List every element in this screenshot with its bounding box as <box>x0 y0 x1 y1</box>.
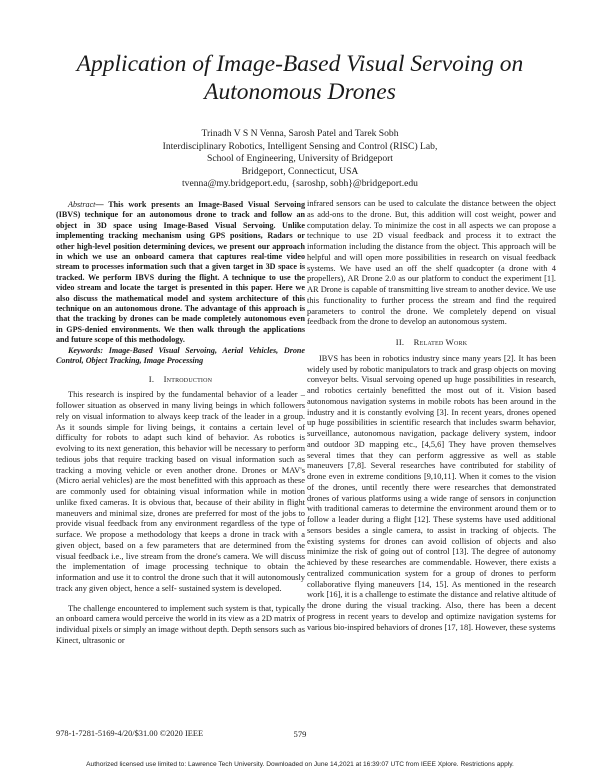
author-emails: tvenna@my.bridgeport.edu, {saroshp, sobh}@bridgeport.edu <box>182 178 418 190</box>
isbn-copyright: 978-1-7281-5169-4/20/$31.00 ©2020 IEEE <box>56 729 204 738</box>
author-block <box>100 128 500 191</box>
affiliation-lab: Interdisciplinary Robotics, Intelligent Sensing and Control (RISC) Lab, <box>162 140 438 152</box>
section-title: Introduction <box>163 373 213 384</box>
intro-paragraph-3: infrared sensors can be used to calculate the distance between the object as add-ons to the drone. But, this addition will cost weight, power and computation delay. To minimize the cost in all aspects we can propose a technique to use 2D visual feedback and process it to extract the information including the distance from the object. This approach will be helpful and will open more possibilities in research on visual feedback systems. We have used an off the shelf quadcopter (a drone with 4 propellers), AR Drone 2.0 as our platform to conduct the experiment [1]. AR Drone is capable of transmitting live stream to another device. We use this functionality to further process the stream and find the required parameters to control the drone. We completely depend on visual feedback from the drone to develop an autonomous system. <box>307 199 556 327</box>
section-number: II. <box>395 337 405 347</box>
keywords: Keywords: Image-Based Visual Servoing, Aerial Vehicles, Drone Control, Object Tracking, Image Processing <box>56 345 305 366</box>
abstract <box>56 200 305 346</box>
section-heading-related-work <box>307 337 556 348</box>
license-notice: Authorized licensed use limited to: Lawrence Tech University. Downloaded on June 14,2021 at 16:39:07 UTC from IEEE Xplore. Restrictions apply. <box>86 761 514 768</box>
paper-title: Application of Image-Based Visual Servoing on Autonomous Drones <box>76 51 524 105</box>
related-work-paragraph: IBVS has been in robotics industry since many years [2]. It has been widely used by robotic manipulators to track and grasp objects on moving conveyor belts. Visual servoing opened up huge possibilities in research, and robotics certainly benefitted the most out of it. Vision based autonomous navigation systems in mobile robots has been around in the industry and it is constantly evolving [3]. In recent years, drones opened up huge possibilities in scientific research that includes swarm behavior, surveillance, autonomous navigation, package delivery system, indoor and outdoor 3D mapping etc., [4,5,6] They have proven themselves several times that they can perform aggressive as well as stable maneuvers [7,8]. Several researches have contributed for stability of drone even in extreme conditions [9,10,11]. When it comes to the vision of the drones, until recently there were researches that demonstrated drones of various platforms using a wide range of sensors in conjunction with traditional cameras to determine the environment around them or to follow a leader during a flight [12]. These systems have used additional sensors besides a single camera, to assist in tracking of objects. The existing systems for drones can avoid collision of objects and also minimize the risk of going out of control [13]. The degree of autonomy achieved by these researches are commendable. However, there exists a centralized communication system for a group of drones to perform collaborative flying maneuvers [14, 15]. As mentioned in the research work [16], it is a challenge to estimate the distance and relative altitude of the drone during the visual tracking. Also, there has been a decent progress in recent years to develop and optimize navigation systems for various bio-inspired behaviors of drones [17, 18]. However, these systems <box>307 353 556 632</box>
section-number: I. <box>148 373 155 384</box>
page-number: 579 <box>293 729 307 739</box>
section-title: Related Work <box>413 337 468 347</box>
intro-paragraph-2: The challenge encountered to implement such system is that, typically an onboard camera would perceive the world in its view as a 2D matrix of individual pixels or simply an image without depth. Depth sensors such as Kinect, ultrasonic or <box>56 603 305 645</box>
intro-paragraph-1: This research is inspired by the fundamental behavior of a leader – follower situation as observed in many living beings in which followers rely on visual information to always keep track of the leader in a group. As it sounds simple for living beings, it contains a certain level of difficulty for robots to adapt such kind of behavior. As robotics is evolving to its next generation, this behavior will be necessary to perform tedious jobs that require tracking based on visual information such as tracking a moving vehicle or even another drone. Drones or MAV's (Micro aerial vehicles) are the most benefitted with this approach as these are commonly used for obtaining visual information while in motion unlike fixed cameras. It is obvious that, because of their ability in flight maneuvers and minimal size, drones are preferred for most of the jobs to provide visual feedback from any environment regardless of the type of surface. We propose a methodology that keeps a drone in track with a given object, based on a few parameters that are determined from the visual feedback i.e., live stream from the drone's camera. We will discuss the implementation of image processing technique to obtain the information and use it to control the drone such that it will autonomously track any given object, hence a self- sustained system is developed. <box>56 390 305 593</box>
left-column <box>56 200 305 647</box>
affiliation-location: Bridgeport, Connecticut, USA <box>241 165 359 177</box>
section-heading-introduction <box>56 374 305 385</box>
right-column <box>307 199 556 633</box>
affiliation-school: School of Engineering, University of Bridgeport <box>207 153 393 165</box>
abstract-text: — This work presents an Image-Based Visual Servoing (IBVS) technique for an autonomous drone to track and follow an object in 3D space using Image-Based Visual Servoing. Unlike implementing tracking mechanism using GPS positions, Radars or other high-level position determining devices, we present our approach in which we use an onboard camera that captures real-time video stream to processes information such that a given target in 3D space is tracked. We perform IBVS during the flight. A technique to use the video stream and locate the target is presented in this paper. Here we also discuss the mathematical model and system architecture of this technique on an autonomous drone. The advantage of this approach is that the tracking by drones can be made completely autonomous even in GPS-denied environments. We then walk through the applications and future scope of this methodology. <box>56 200 305 345</box>
abstract-label: Abstract <box>68 200 96 209</box>
author-names: Trinadh V S N Venna, Sarosh Patel and Tarek Sobh <box>201 128 399 139</box>
